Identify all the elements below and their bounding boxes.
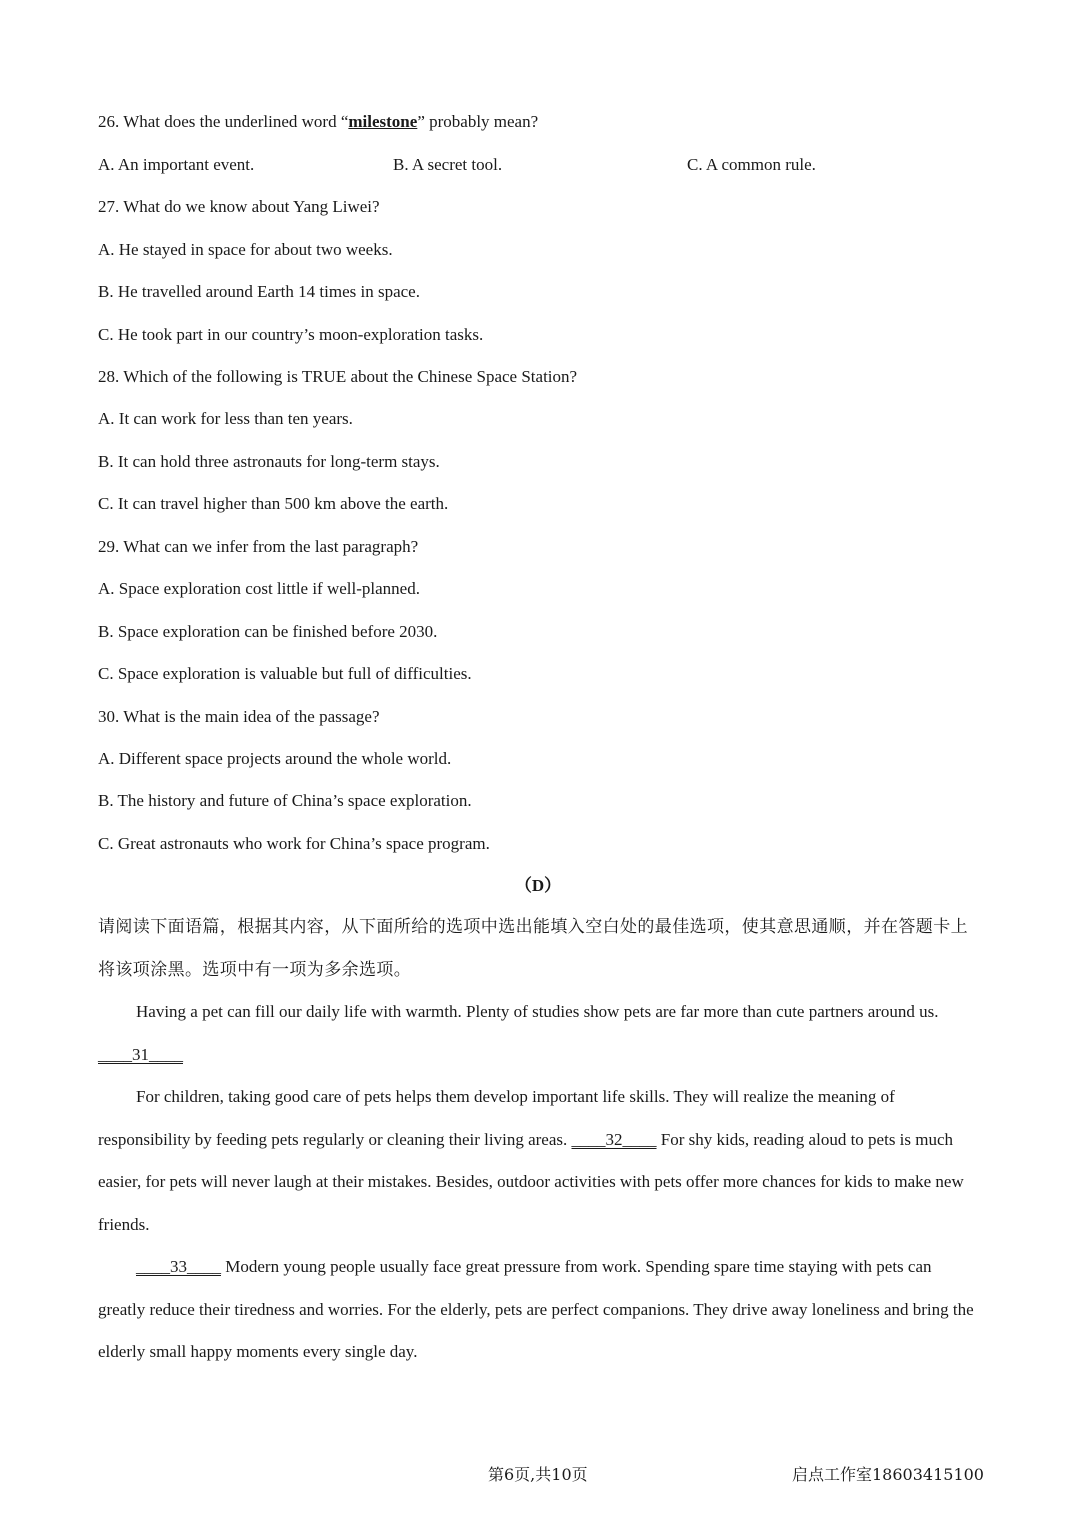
option-b: B. He travelled around Earth 14 times in space.: [98, 282, 420, 301]
option-a: A. It can work for less than ten years.: [98, 409, 353, 428]
option-a: A. Different space projects around the whole world.: [98, 749, 452, 768]
option-a: A. He stayed in space for about two weeks.: [98, 240, 393, 259]
passage-paragraph-2: For children, taking good care of pets helps them develop important life skills. They will realize the meaning of responsibility by feeding pets regularly or cleaning their living areas. ____32____ For shy kids, reading aloud to pets is much easier, for pets will never laugh at their mistakes. Besides, outdoor activities with pets offer more chances for kids to make new friends.: [98, 1087, 964, 1234]
question-28-stem: 28. Which of the following is TRUE about the Chinese Space Station?: [98, 367, 578, 386]
option-c: C. It can travel higher than 500 km above the earth.: [98, 494, 449, 513]
option-c: C. Space exploration is valuable but full of difficulties.: [98, 664, 472, 683]
passage-paragraph-1: Having a pet can fill our daily life with warmth. Plenty of studies show pets are far more than cute partners around us. ____31____: [98, 1002, 939, 1064]
blank-32: ____32____: [571, 1129, 657, 1149]
question-29-stem: 29. What can we infer from the last paragraph?: [98, 537, 419, 556]
blank-33: ____33____: [136, 1257, 221, 1276]
question-26-stem: 26. What does the underlined word “milestone” probably mean?: [98, 112, 539, 131]
underlined-keyword: milestone: [348, 112, 418, 131]
question-26-options: [98, 154, 978, 176]
section-d-instruction: 请阅读下面语篇，根据其内容，从下面所给的选项中选出能填入空白处的最佳选项，使其意思通顺，并在答题卡上将该项涂黑。选项中有一项为多余选项。: [98, 917, 968, 980]
question-27-stem: 27. What do we know about Yang Liwei?: [98, 197, 380, 216]
option-a: A. Space exploration cost little if well-planned.: [98, 579, 420, 598]
option-c: C. Great astronauts who work for China’s space program.: [98, 834, 490, 853]
blank-31: ____31____: [98, 1044, 183, 1064]
option-b: B. A secret tool.: [393, 155, 503, 174]
option-b: B. It can hold three astronauts for long-term stays.: [98, 452, 440, 471]
option-b: B. The history and future of China’s space exploration.: [98, 791, 472, 810]
option-a: A. An important event.: [98, 155, 255, 174]
studio-contact: 启点工作室18603415100: [792, 1465, 984, 1484]
passage-paragraph-3: ____33____ Modern young people usually face great pressure from work. Spending spare time staying with pets can greatly reduce their tiredness and worries. For the elderly, pets are perfect companions. They drive away loneliness and bring the elderly small happy moments every single day.: [98, 1257, 974, 1361]
question-30-stem: 30. What is the main idea of the passage?: [98, 707, 380, 726]
page-number: 第6页,共10页: [488, 1465, 588, 1484]
option-c: C. A common rule.: [687, 155, 816, 174]
option-c: C. He took part in our country’s moon-exploration tasks.: [98, 325, 484, 344]
option-b: B. Space exploration can be finished before 2030.: [98, 622, 438, 641]
section-d-title: （D）: [514, 876, 562, 895]
